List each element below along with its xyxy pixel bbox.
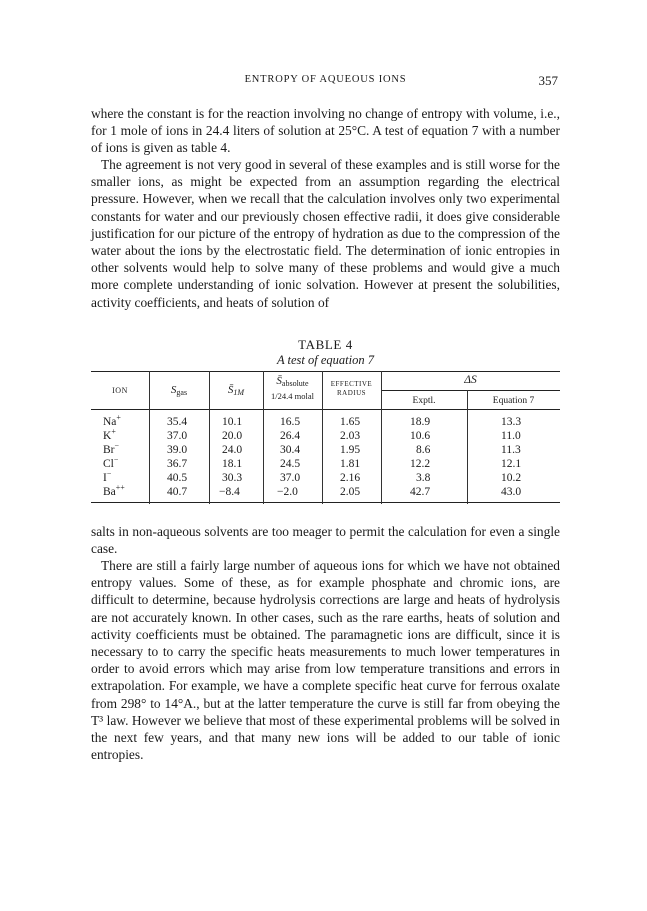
ion-charge: − xyxy=(114,441,120,451)
paragraph-2: The agreement is not very good in several of these examples and is still worse for the smaller ions, as might be expected from an assumption regarding the electrical pressure. However, when we recall that the calculation involves only two experimental constants for water and our previously chosen effective radii, it does give considerable justification for our picture of the entropy of hydration as due to the compression of the water about the ions by the electrostatic field. The determination of ionic entropies in other solvents would help to solve many of these problems and would give a much more complete understanding of ionic solvation. However at present the solubilities, activity coefficients, and heats of solution of xyxy=(91,157,560,310)
table-cell-exptl: 12.2 xyxy=(410,458,431,470)
header-equation-7: Equation 7 xyxy=(492,396,535,406)
header-radius-line2: RADIUS xyxy=(336,389,367,397)
table-cell-s-absolute: −2.0 xyxy=(277,486,298,498)
header-s-gas-sub: gas xyxy=(176,388,188,397)
header-s-absolute xyxy=(263,375,322,388)
header-s-1m-symbol: S̄ xyxy=(227,384,234,396)
ion-charge: + xyxy=(111,427,116,437)
delta-s-rule xyxy=(381,390,560,391)
header-s-gas-symbol: S xyxy=(170,384,177,396)
table-cell-s-gas: 40.5 xyxy=(167,472,188,484)
running-head xyxy=(91,74,560,90)
table-top-rule xyxy=(91,371,560,372)
table-cell-s-gas: 40.7 xyxy=(167,486,188,498)
table-cell-exptl: 3.8 xyxy=(416,472,431,484)
ion-charge: + xyxy=(116,413,121,423)
header-s-abs-sub: absolute xyxy=(281,379,309,388)
header-radius-line1: EFFECTIVE xyxy=(330,380,373,388)
table-bottom-rule xyxy=(91,502,560,503)
table-cell-radius: 2.03 xyxy=(340,430,361,442)
table-cell-s-1m: 18.1 xyxy=(222,458,243,470)
table-cell-s-1m: 10.1 xyxy=(222,416,243,428)
page-number: 357 xyxy=(538,73,558,88)
table-cell-s-1m: 24.0 xyxy=(222,444,243,456)
ion-symbol: K xyxy=(103,430,112,442)
table-cell-radius: 1.81 xyxy=(340,458,361,470)
ion-charge: − xyxy=(113,455,119,465)
header-s-1m xyxy=(209,384,263,397)
table-cell-s-absolute: 30.4 xyxy=(280,444,301,456)
table-cell-s-absolute: 26.4 xyxy=(280,430,301,442)
header-s-1m-sub: 1M xyxy=(233,388,245,397)
table-cell-s-1m: 30.3 xyxy=(222,472,243,484)
header-s-absolute-molal: 1/24.4 molal xyxy=(271,391,314,401)
table-cell-s-1m: 20.0 xyxy=(222,430,243,442)
table-cell-s-absolute: 16.5 xyxy=(280,416,301,428)
table-cell-s-gas: 37.0 xyxy=(167,430,188,442)
table-cell-radius: 2.05 xyxy=(340,486,361,498)
table-cell-s-1m: −8.4 xyxy=(219,486,240,498)
paragraph-1: where the constant is for the reaction involving no change of entropy with volume, i.e., for 1 mole of ions in 24.4 liters of solution at 25°C. A test of equation 7 with a number of ions is given as table 4. xyxy=(91,106,560,156)
table-cell-s-absolute: 24.5 xyxy=(280,458,301,470)
table-cell-ion xyxy=(103,469,112,485)
header-s-gas xyxy=(149,384,209,397)
table-cell-equation-7: 11.3 xyxy=(501,444,521,456)
table-cell-s-absolute: 37.0 xyxy=(280,472,301,484)
table-cell-radius: 1.65 xyxy=(340,416,361,428)
paragraph-3: salts in non-aqueous solvents are too meager to permit the calculation for even a single case. xyxy=(91,524,560,557)
ion-symbol: Ba xyxy=(103,486,116,498)
table-cell-s-gas: 36.7 xyxy=(167,458,188,470)
ion-symbol: Na xyxy=(103,416,117,428)
table-cell-exptl: 42.7 xyxy=(410,486,431,498)
ion-charge: − xyxy=(106,469,112,479)
header-s-abs-symbol: S̄ xyxy=(276,375,282,387)
table-cell-exptl: 10.6 xyxy=(410,430,431,442)
table-cell-equation-7: 12.1 xyxy=(501,458,522,470)
table-caption: A test of equation 7 xyxy=(277,353,374,367)
table-cell-s-gas: 39.0 xyxy=(167,444,188,456)
header-delta-s: ΔS xyxy=(464,374,477,386)
entropy-table xyxy=(91,371,560,504)
ion-symbol: Cl xyxy=(103,458,114,470)
table-cell-ion xyxy=(103,483,125,499)
table-cell-exptl: 8.6 xyxy=(416,444,431,456)
table-col-divider xyxy=(381,371,382,504)
table-cell-equation-7: 11.0 xyxy=(501,430,521,442)
table-cell-exptl: 18.9 xyxy=(410,416,431,428)
ion-symbol: I xyxy=(103,472,107,484)
ion-symbol: Br xyxy=(103,444,115,456)
table-col-divider xyxy=(467,390,468,504)
table-cell-radius: 2.16 xyxy=(340,472,361,484)
table-cell-equation-7: 13.3 xyxy=(501,416,522,428)
table-cell-s-gas: 35.4 xyxy=(167,416,188,428)
table-cell-equation-7: 10.2 xyxy=(501,472,522,484)
header-exptl: Exptl. xyxy=(412,396,436,406)
table-cell-radius: 1.95 xyxy=(340,444,361,456)
table-label: TABLE 4 xyxy=(298,337,353,352)
ion-charge: ++ xyxy=(115,483,125,493)
paragraph-4: There are still a fairly large number of aqueous ions for which we have not obtained entropy values. Some of these, as for example phosphate and chromic ions, are difficult to determine, because hydrolysis corrections are large and heats of hydrolysis are not accurately known. In other cases, such as the rare earths, heats of solution and activity coefficients must be obtained. The paramagnetic ions are difficult, since it is necessary to to carry the specific heats measurements to much lower temperatures in order to avoid errors which may arise from low temperature transitions and errors in extrapolation. For example, we have a complete specific heat curve for ferrous oxalate from 298° to 14°A., but at the latter temperature the curve is still far from obeying the T³ law. However we believe that most of these experimental problems will be solved in the next few years, and that many new ions will be added to our table of ionic entropies. xyxy=(91,558,560,763)
header-ion: ION xyxy=(112,386,128,395)
running-title: ENTROPY OF AQUEOUS IONS xyxy=(244,74,407,85)
table-cell-equation-7: 43.0 xyxy=(501,486,522,498)
table-header-rule xyxy=(91,409,560,410)
